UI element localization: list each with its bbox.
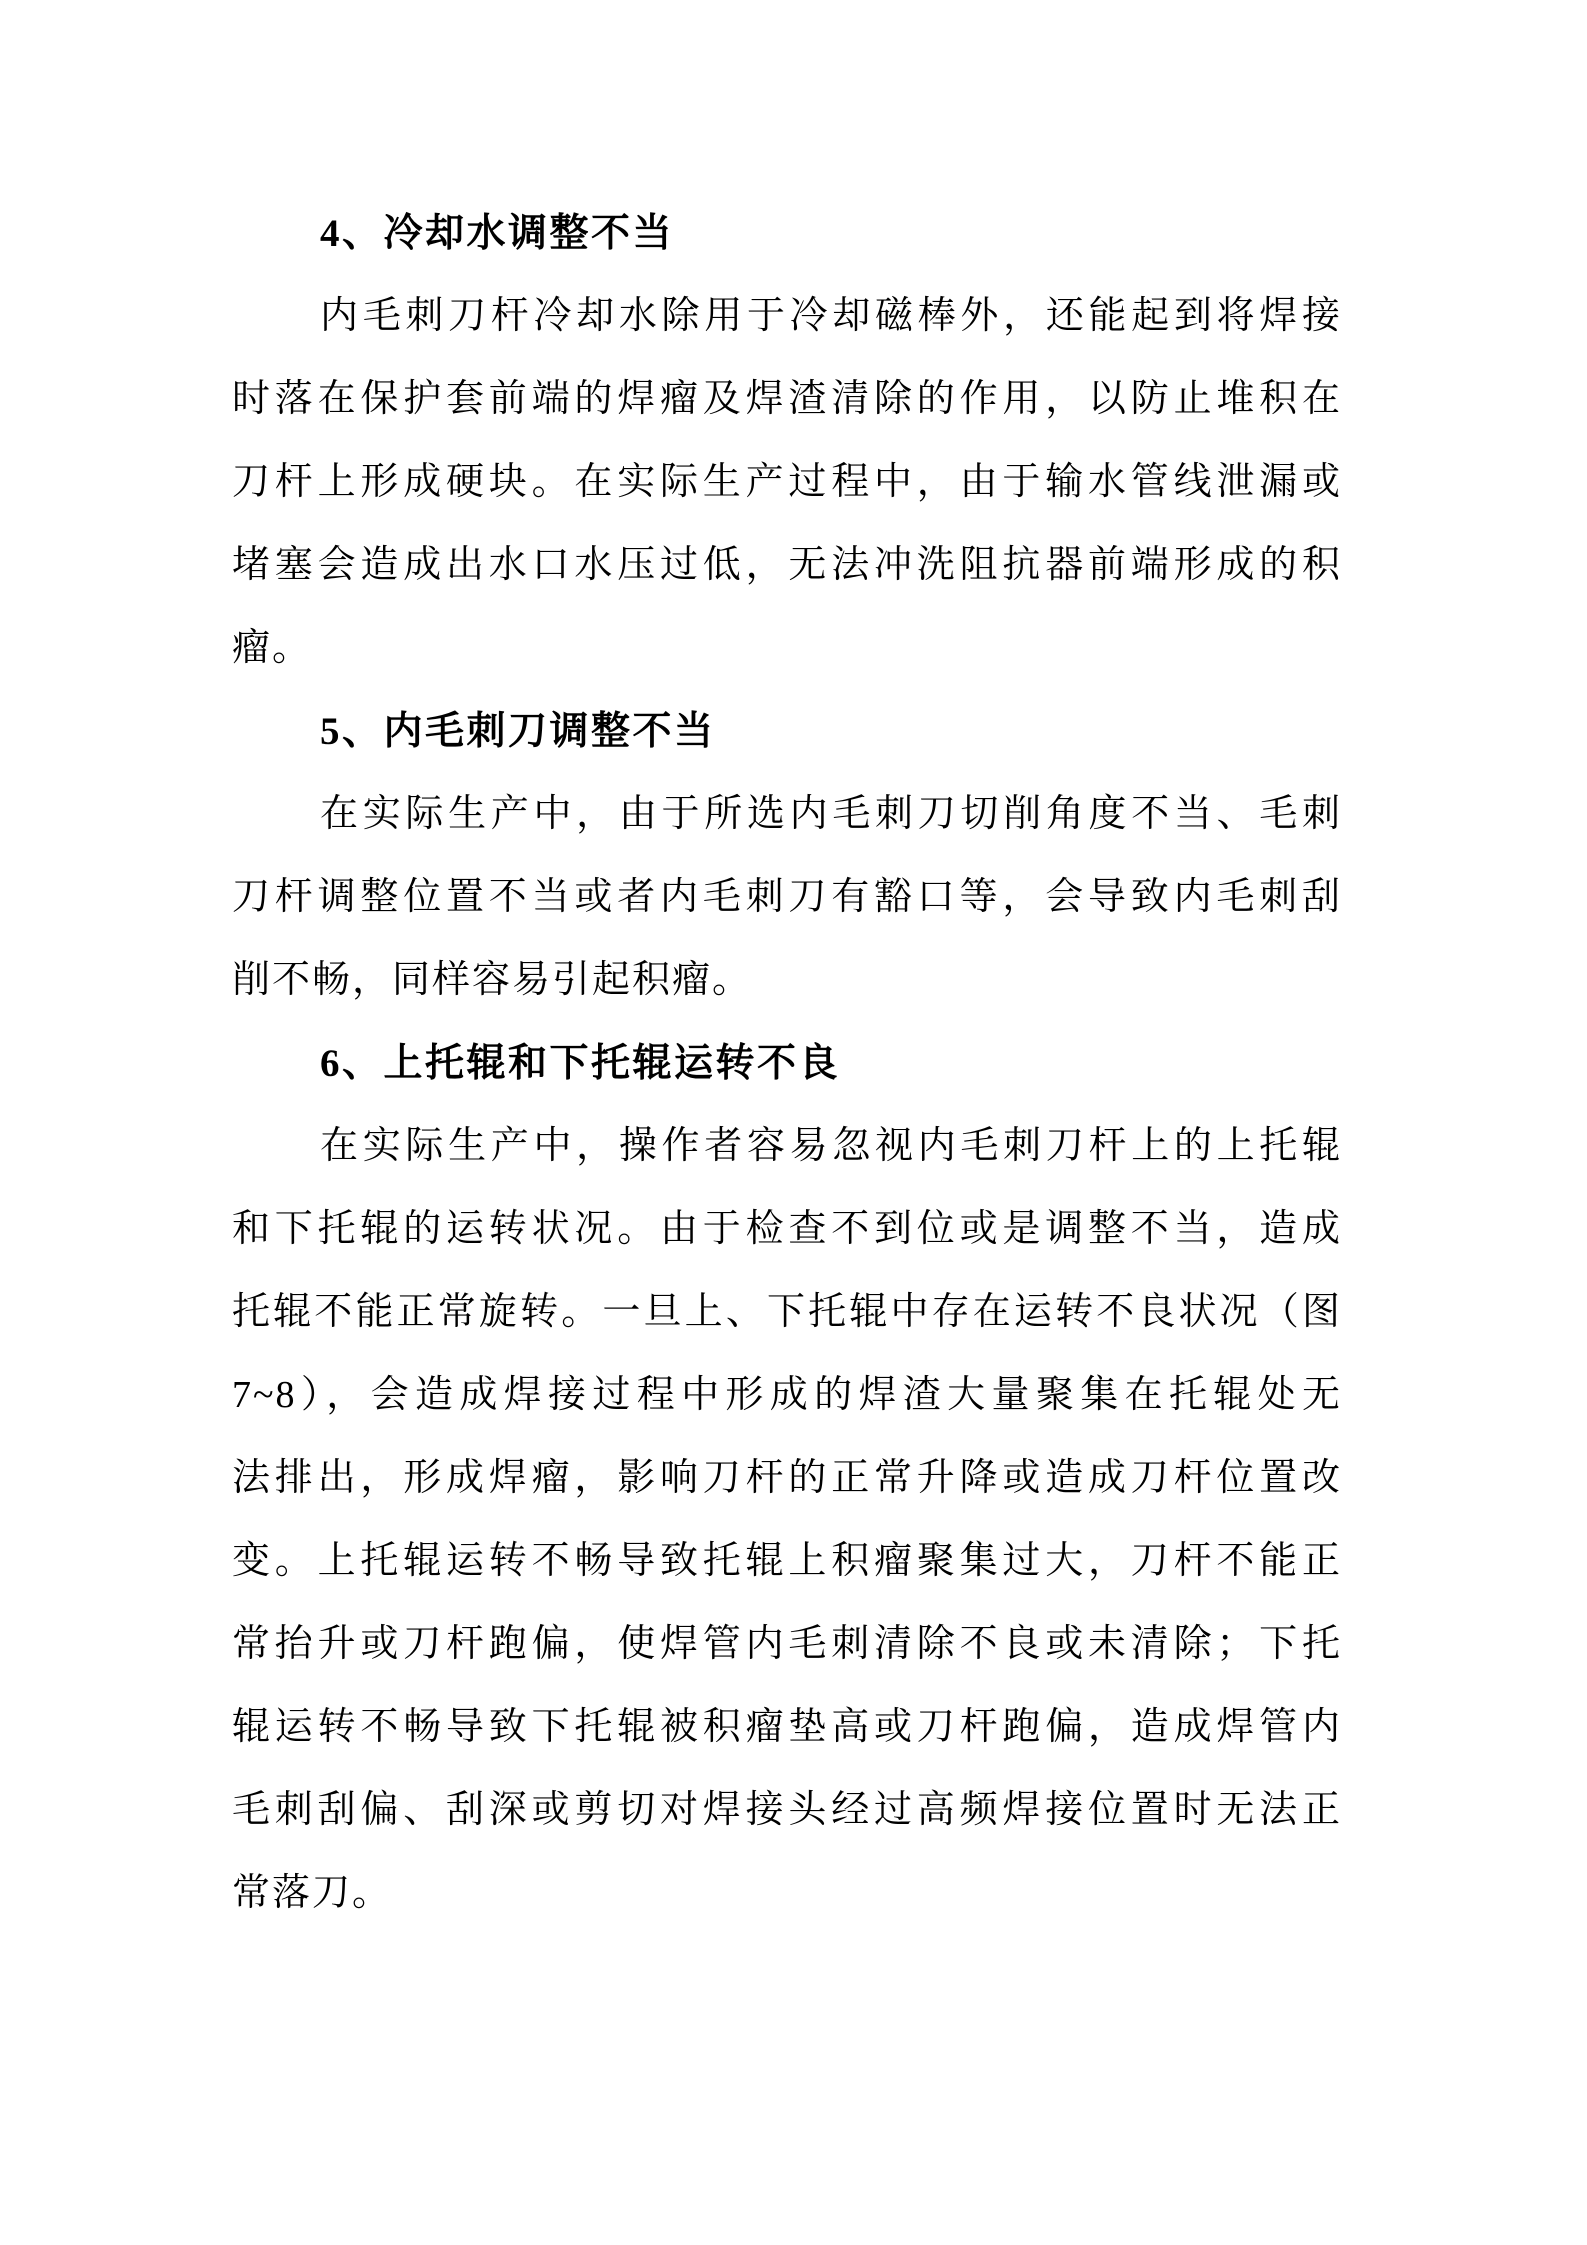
paragraph-line: 托辊不能正常旋转。一旦上、下托辊中存在运转不良状况（图 [232,1291,1342,1333]
paragraph-line: 时落在保护套前端的焊瘤及焊渣清除的作用，以防止堆积在 [232,378,1342,420]
paragraph-line: 在实际生产中，由于所选内毛刺刀切削角度不当、毛刺 [320,793,1342,835]
paragraph-line: 削不畅，同样容易引起积瘤。 [232,959,753,1001]
section-heading-4: 4、冷却水调整不当 [320,212,675,255]
paragraph-line: 毛刺刮偏、刮深或剪切对焊接头经过高频焊接位置时无法正 [232,1789,1342,1831]
paragraph-line: 瘤。 [232,627,313,669]
paragraph-line: 常落刀。 [232,1872,393,1914]
paragraph-line: 堵塞会造成出水口水压过低，无法冲洗阻抗器前端形成的积 [232,544,1342,586]
paragraph-line: 刀杆调整位置不当或者内毛刺刀有豁口等，会导致内毛刺刮 [232,876,1342,918]
paragraph-line: 法排出，形成焊瘤，影响刀杆的正常升降或造成刀杆位置改 [232,1457,1342,1499]
paragraph-line: 辊运转不畅导致下托辊被积瘤垫高或刀杆跑偏，造成焊管内 [232,1706,1342,1748]
paragraph-line: 和下托辊的运转状况。由于检查不到位或是调整不当，造成 [232,1208,1342,1250]
paragraph-line: 变。上托辊运转不畅导致托辊上积瘤聚集过大，刀杆不能正 [232,1540,1342,1582]
paragraph-line: 刀杆上形成硬块。在实际生产过程中，由于输水管线泄漏或 [232,461,1342,503]
section-heading-6: 6、上托辊和下托辊运转不良 [320,1042,841,1085]
paragraph-line: 在实际生产中，操作者容易忽视内毛刺刀杆上的上托辊 [320,1125,1342,1167]
paragraph-line: 内毛刺刀杆冷却水除用于冷却磁棒外，还能起到将焊接 [320,295,1342,337]
paragraph-line: 常抬升或刀杆跑偏，使焊管内毛刺清除不良或未清除；下托 [232,1623,1342,1665]
document-content [232,192,1342,1935]
paragraph-line: 7~8），会造成焊接过程中形成的焊渣大量聚集在托辊处无 [232,1374,1342,1416]
section-heading-5: 5、内毛刺刀调整不当 [320,710,716,753]
